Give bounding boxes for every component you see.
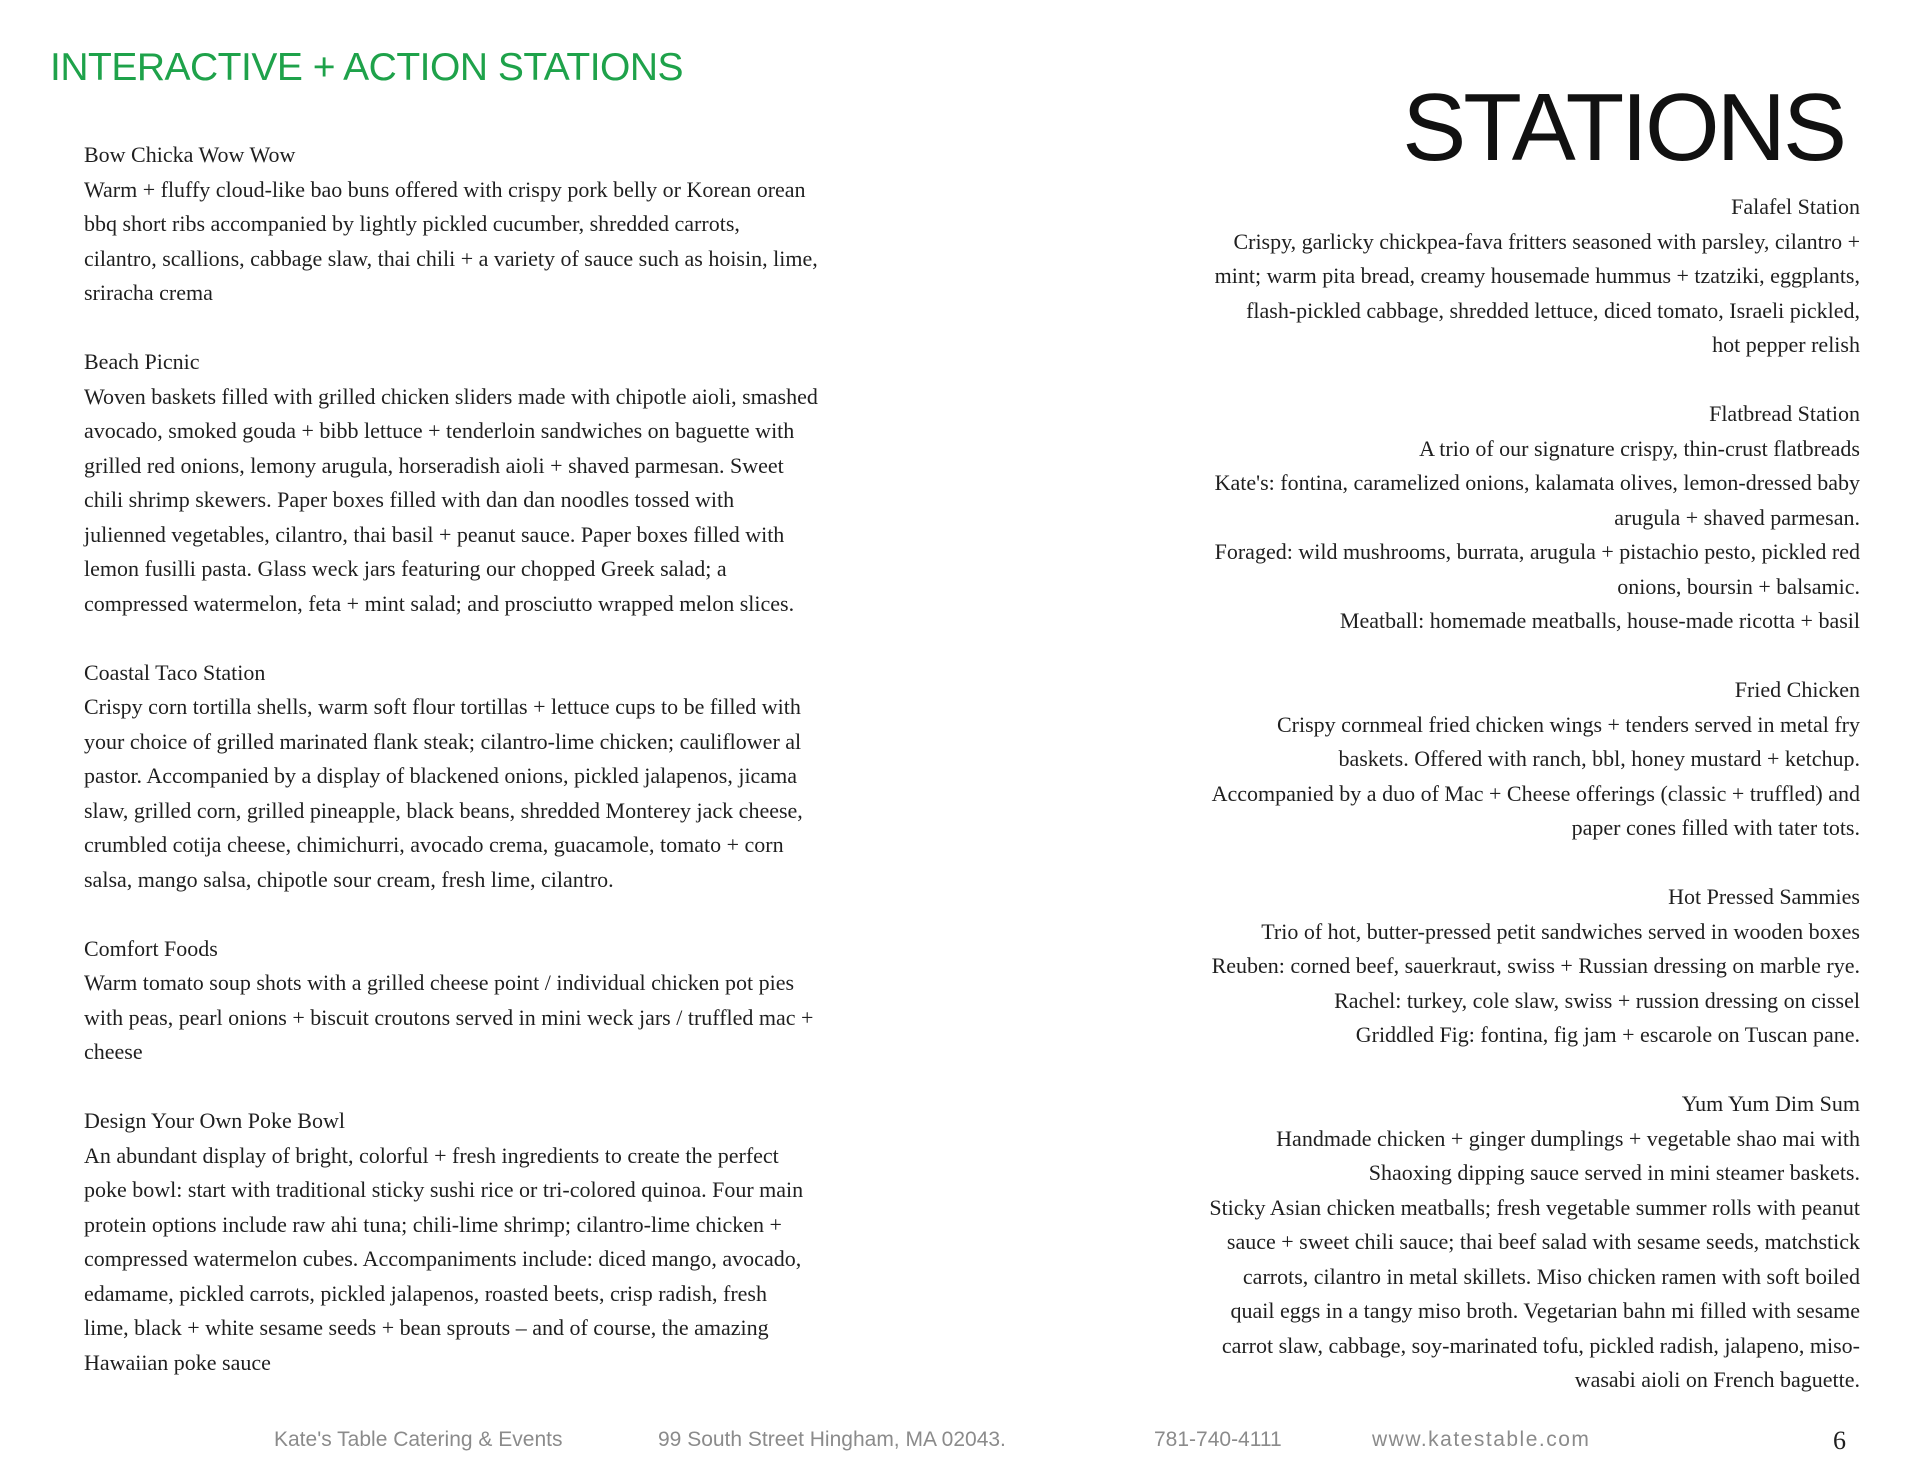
section-heading: INTERACTIVE + ACTION STATIONS (50, 46, 684, 89)
station-description: Crispy corn tortilla shells, warm soft flour tortillas + lettuce cups to be filled with your choice of grilled marinated flank steak; cilantro-lime chicken; cauliflower al pastor. Accompanied by a display of blackened onions, pickled jalapenos, jicama slaw, grilled corn, grilled pineapple, black beans, shredded Monterey jack cheese, crumbled cotija cheese, chimichurri, avocado crema, guacamole, tomato + corn salsa, mango salsa, chipotle sour cream, fresh lime, cilantro. (84, 694, 803, 892)
station-beach-picnic (84, 345, 944, 621)
station-description: Warm tomato soup shots with a grilled cheese point / individual chicken pot pies with peas, pearl onions + biscuit croutons served in mini weck jars / truffled mac + cheese (84, 970, 814, 1064)
station-title: Fried Chicken (1734, 677, 1860, 702)
station-title: Design Your Own Poke Bowl (84, 1108, 345, 1133)
footer-website: www.katestable.com (1372, 1428, 1591, 1451)
station-title: Yum Yum Dim Sum (1681, 1091, 1860, 1116)
station-description: Trio of hot, butter-pressed petit sandwiches served in wooden boxes Reuben: corned beef, sauerkraut, swiss + Russian dressing on marble rye. Rachel: turkey, cole slaw, swiss + russion dressing on cissel Griddled Fig: fontina, fig jam + escarole on Tuscan pane. (1211, 918, 1860, 1047)
station-coastal-taco (84, 656, 944, 898)
station-description: Crispy, garlicky chickpea-fava fritters seasoned with parsley, cilantro + mint; warm pita bread, creamy housemade hummus + tzatziki, eggplants, flash-pickled cabbage, shredded lettuce, diced tomato, Israeli pickled, hot pepper relish (1214, 228, 1860, 357)
footer-address: 99 South Street Hingham, MA 02043. (658, 1428, 1006, 1451)
station-title: Flatbread Station (1709, 401, 1860, 426)
station-dim-sum (1100, 1087, 1860, 1398)
station-flatbread (1100, 397, 1860, 639)
station-description: Handmade chicken + ginger dumplings + vegetable shao mai with Shaoxing dipping sauce served in mini steamer baskets. Sticky Asian chicken meatballs; fresh vegetable summer rolls with peanut sauce + sweet chili sauce; thai beef salad with sesame seeds, matchstick carrots, cilantro in metal skillets. Miso chicken ramen with soft boiled quail eggs in a tangy miso broth. Vegetarian bahn mi filled with sesame carrot slaw, cabbage, soy-marinated tofu, pickled radish, jalapeno, miso- wasabi aioli on French baguette. (1209, 1125, 1860, 1392)
station-description: Crispy cornmeal fried chicken wings + tenders served in metal fry baskets. Offered with ranch, bbl, honey mustard + ketchup. Accompanied by a duo of Mac + Cheese offerings (classic + truffled) and paper cones filled with tater tots. (1211, 711, 1860, 840)
station-falafel (1100, 190, 1860, 363)
station-comfort-foods (84, 932, 944, 1070)
page-title: STATIONS (1402, 74, 1844, 181)
right-column (1100, 190, 1860, 1432)
station-poke-bowl (84, 1104, 944, 1380)
station-title: Hot Pressed Sammies (1668, 884, 1860, 909)
station-description: Woven baskets filled with grilled chicken sliders made with chipotle aioli, smashed avocado, smoked gouda + bibb lettuce + tenderloin sandwiches on baguette with grilled red onions, lemony arugula, horseradish aioli + shaved parmesan. Sweet chili shrimp skewers. Paper boxes filled with dan dan noodles tossed with julienned vegetables, cilantro, thai basil + peanut sauce. Paper boxes filled with lemon fusilli pasta. Glass weck jars featuring our chopped Greek salad; a compressed watermelon, feta + mint salad; and prosciutto wrapped melon slices. (84, 383, 818, 616)
station-title: Falafel Station (1731, 194, 1860, 219)
station-bow-chicka-wow-wow (84, 138, 944, 311)
left-column (84, 138, 944, 1415)
footer-phone: 781-740-4111 (1154, 1428, 1282, 1451)
footer-company: Kate's Table Catering & Events (274, 1428, 563, 1451)
page-number: 6 (1833, 1426, 1846, 1455)
station-hot-pressed-sammies (1100, 880, 1860, 1053)
station-title: Coastal Taco Station (84, 659, 266, 685)
station-fried-chicken (1100, 673, 1860, 846)
station-title: Comfort Foods (84, 935, 218, 961)
station-description: An abundant display of bright, colorful + fresh ingredients to create the perfect poke bowl: start with traditional sticky sushi rice or tri-colored quinoa. Four main protein options include raw ahi tuna; chili-lime shrimp; cilantro-lime chicken + compressed watermelon cubes. Accompaniments include: diced mango, avocado, edamame, pickled carrots, pickled jalapenos, roasted beets, crisp radish, fresh lime, black + white sesame seeds + bean sprouts – and of course, the amazing Hawaiian poke sauce (84, 1142, 804, 1375)
station-title: Bow Chicka Wow Wow (84, 142, 296, 167)
station-description: A trio of our signature crispy, thin-crust flatbreads Kate's: fontina, caramelized onions, kalamata olives, lemon-dressed baby arugula + shaved parmesan. Foraged: wild mushrooms, burrata, arugula + pistachio pesto, pickled red onions, boursin + balsamic. Meatball: homemade meatballs, house-made ricotta + basil (1214, 435, 1860, 633)
station-title: Beach Picnic (84, 349, 200, 374)
station-description: Warm + fluffy cloud-like bao buns offered with crispy pork belly or Korean orean bbq short ribs accompanied by lightly pickled cucumber, shredded carrots, cilantro, scallions, cabbage slaw, thai chili + a variety of sauce such as hoisin, lime, sriracha crema (84, 176, 818, 305)
